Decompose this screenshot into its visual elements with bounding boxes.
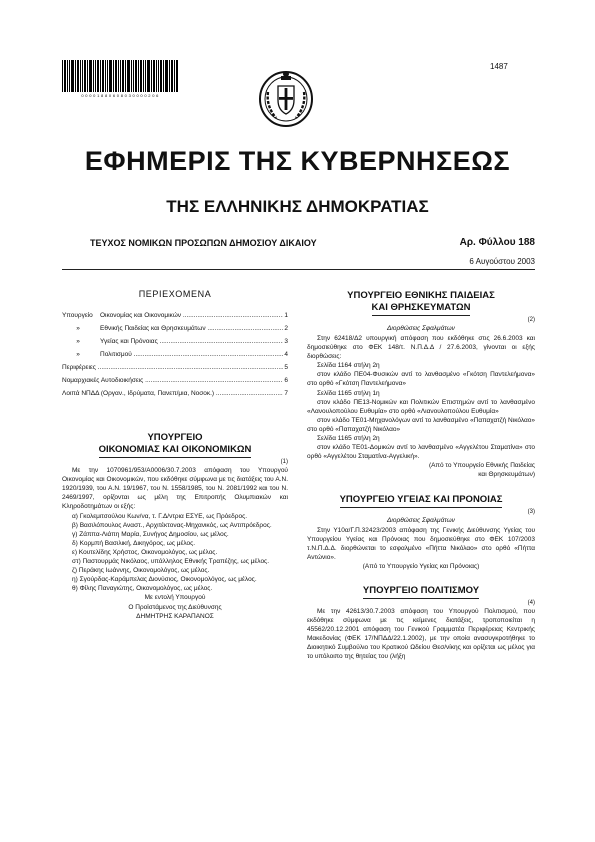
correction-line: Σελίδα 1164 στήλη 2η — [317, 362, 380, 370]
gazette-subtitle: ΤΗΣ ΕΛΛΗΝΙΚΗΣ ΔΗΜΟΚΡΑΤΙΑΣ — [166, 197, 429, 216]
source-note-line2: και Θρησκευμάτων) — [478, 471, 535, 479]
toc-label: Νομαρχιακές Αυτοδιοικήσεις ..... — [62, 376, 283, 385]
correction-line: στον κλάδο ΠΕ13-Νομικών και Πολιτικών Επιστημών αντί το λανθασμένο «Λανουλοπούλου Ευθυμία» στο ορθό «Λιανουλοπούλου Ευθυμία» — [307, 398, 535, 415]
toc-page: 3 — [284, 338, 288, 346]
source-note: (Από το Υπουργείο Υγείας και Πρόνοιας) — [362, 562, 480, 570]
member-item: στ) Παστουρμάς Νικόλαος, υπάλληλος Εθνικής Τραπέζης, ως μέλος. — [72, 558, 269, 566]
issue-date: 6 Αυγούστου 2003 — [469, 257, 535, 266]
section-title: ΥΠΟΥΡΓΕΙΟ ΥΓΕΙΑΣ ΚΑΙ ΠΡΟΝΟΙΑΣ — [307, 494, 535, 508]
correction-line: Σελίδα 1165 στήλη 1η — [317, 389, 380, 397]
header-divider — [62, 269, 535, 270]
section-economy — [62, 432, 288, 621]
toc-label: Λοιπά ΝΠΔΔ (Οργαν., Ιδρύματα, Πανεπ/μια, Νοσοκ.) ..... — [62, 389, 283, 398]
toc-item[interactable] — [62, 337, 288, 350]
source-note: (Από το Υπουργείο Εθνικής Παιδείας — [429, 462, 535, 470]
toc-list — [62, 311, 288, 402]
toc-label: Οικονομίας και Οικονομικών ..... — [100, 311, 283, 320]
toc-label: Πολιτισμού ..... — [100, 350, 283, 359]
left-column — [62, 290, 288, 621]
series-name: ΤΕΥΧΟΣ ΝΟΜΙΚΩΝ ΠΡΟΣΩΠΩΝ ΔΗΜΟΣΙΟΥ ΔΙΚΑΙΟΥ — [90, 238, 317, 248]
member-item: η) Σγούρδας-Καράμπελας Διονύσιος, Οικονομολόγος, ως μέλος. — [72, 576, 257, 584]
correction-line: στον κλάδο ΤΕ01-Μηχανολόγων αντί το λανθασμένο «Παπαχατζή Νικόλαο» στο ορθό «Παπαχατζή Νικόλαο» — [307, 416, 535, 433]
section-culture — [307, 585, 535, 662]
toc-page: 7 — [284, 390, 288, 398]
toc-item[interactable] — [62, 376, 288, 389]
barcode-number: 0 0 0 0 1 8 8 0 6 0 8 0 3 0 0 0 0 2 0 6 — [81, 93, 159, 98]
toc-item[interactable] — [62, 311, 288, 324]
corrections-subhead: Διορθώσεις Σφαλμάτων — [387, 325, 455, 332]
member-item: ζ) Περάκης Ιωάννης, Οικονομολόγος, ως μέλος. — [72, 567, 210, 575]
toc-label: Υγείας και Πρόνοιας ..... — [100, 337, 283, 346]
toc-page: 1 — [284, 312, 288, 320]
section-health — [307, 494, 535, 571]
toc-prefix: Υπουργείο — [62, 312, 93, 320]
signature-line: Με εντολή Υπουργού — [144, 594, 206, 602]
member-item: α) Γκολεμιτσούλου Κων/να, τ. Γ.Δ/ντρια ΕΣΥΕ, ως Πρόεδρος. — [72, 512, 248, 520]
section-title-line2: ΚΑΙ ΘΡΗΣΚΕΥΜΑΤΩΝ — [307, 302, 535, 316]
sheet-number: Αρ. Φύλλου 188 — [459, 237, 535, 248]
decision-text: Στην Υ10α/Γ.Π.32423/2003 απόφαση της Γενικής Διεύθυνσης Υγείας του Υπουργείου Υγείας και Πρόνοιας που δημοσιεύθηκε στο ΦΕΚ 107/2003 τ.Ν.Π.Δ.Δ. διορθώνεται το εσφαλμένο «Πήττα Νικόλαο» στο ορθό «Πήττα Αντώνιο». — [307, 526, 535, 561]
member-item: θ) Φίλης Παναγιώτης, Οικονομολόγος, ως μέλος. — [72, 585, 213, 593]
toc-page: 5 — [284, 364, 288, 372]
decision-text: Με την 42613/30.7.2003 απόφαση του Υπουργού Πολιτισμού, που εκδόθηκε σύμφωνα με τις κείμενες διατάξεις, τροποποιείται η 45562/20.12.2001 απόφαση του Γενικού Γραμματέα Περιφέρειας Κεντρικής Μακεδονίας (ΦΕΚ 17/ΝΠΔΔ/22.1.2002), με την οποία ανασυγκροτήθηκε το Διοικητικό Συμβούλιο του Κρατικού Ωδείου Θεσ/νίκης και ορίζεται ως μέλος για το υπόλοιπο της θητείας του (λήξη — [307, 607, 535, 661]
toc-page: 6 — [284, 377, 288, 385]
toc-label: Περιφέρειες ..... — [62, 363, 283, 372]
page-number: 1487 — [490, 62, 508, 71]
toc-page: 2 — [284, 325, 288, 333]
signature-name: ΔΗΜΗΤΡΗΣ ΚΑΡΑΠΑΝΟΣ — [136, 612, 214, 620]
member-item: δ) Κορμπή Βασιλική, Δικηγόρος, ως μέλος. — [72, 539, 196, 547]
decision-number: (3) — [527, 508, 535, 515]
decision-text: Στην 62418/Δ2 υπουργική απόφαση που εκδόθηκε στις 26.6.2003 και δημοσιεύθηκε στο ΦΕΚ 148/τ. Ν.Π.Δ.Δ / 27.6.2003, γίνονται οι εξής διορθώσεις: — [307, 335, 535, 361]
toc-label: Εθνικής Παιδείας και Θρησκευμάτων ..... — [100, 324, 283, 333]
corrections-subhead: Διορθώσεις Σφαλμάτων — [387, 516, 455, 524]
issue-line — [90, 238, 535, 251]
member-item: ε) Κουτελίδης Χρήστος, Οικονομολόγος, ως μέλος. — [72, 548, 218, 556]
toc-prefix: » — [76, 325, 80, 333]
gazette-title: ΕΦΗΜΕΡΙΣ ΤΗΣ ΚΥΒΕΡΝΗΣΕΩΣ — [84, 146, 511, 176]
signature-role: Ο Προϊστάμενος της Διεύθυνσης — [128, 603, 222, 611]
toc-prefix: » — [76, 351, 80, 359]
toc-item[interactable] — [62, 350, 288, 363]
decision-number: (2) — [527, 317, 535, 323]
section-title: ΥΠΟΥΡΓΕΙΟ ΕΘΝΙΚΗΣ ΠΑΙΔΕΙΑΣ — [347, 290, 495, 301]
correction-line: Σελίδα 1165 στήλη 2η — [317, 435, 380, 443]
member-item: β) Βασιλόπουλος Αναστ., Αρχιτέκτονας-Μηχανικός, ως Αντιπρόεδρος. — [72, 521, 272, 529]
coat-of-arms-seal — [258, 66, 314, 128]
section-education — [307, 290, 535, 480]
toc-item[interactable] — [62, 324, 288, 337]
member-item: γ) Ζάππα-Λιάπη Μαρία, Συνήγος Δημοσίου, ως μέλος. — [72, 530, 229, 538]
section-title-line2: ΟΙΚΟΝΟΜΙΑΣ ΚΑΙ ΟΙΚΟΝΟΜΙΚΩΝ — [62, 444, 288, 458]
correction-line: στον κλάδο ΠΕ04-Φυσικών αντί το λανθασμένο «Γκότση Παντελεήμονα» στο ορθό «Γκότση Παντελεήμονα» — [307, 371, 535, 388]
toc-heading: ΠΕΡΙΕΧΟΜΕΝΑ — [138, 289, 212, 299]
barcode — [62, 60, 178, 92]
decision-number: (4) — [527, 599, 535, 606]
correction-line: στον κλάδο ΤΕ01-Δομικών αντί το λανθασμένο «Αγγελέτου Σταματίνα» στο ορθό «Αγγελέτου Σταματίνα-Αγγελική». — [307, 444, 535, 461]
right-column — [307, 290, 535, 662]
toc-prefix: » — [76, 338, 80, 346]
toc-item[interactable] — [62, 363, 288, 376]
section-title: ΥΠΟΥΡΓΕΙΟ — [147, 432, 203, 444]
decision-text: Με την 1070961/953/Α0006/30.7.2003 απόφαση του Υπουργού Οικονομίας και Οικονομικών, που εκδόθηκε σύμφωνα με τις διατάξεις του Α.Ν. 1920/1939, του Α.Ν. 19/1967, του Ν. 1558/1985, του Ν. 2081/1992 και του Ν. 2469/1997, ορίζονται ως μέλη της Επιτροπής Ολυμπιακών και Κληροδοτημάτων οι εξής: — [62, 467, 288, 511]
barcode-bars — [62, 60, 178, 92]
toc-item[interactable] — [62, 389, 288, 402]
toc-page: 4 — [284, 351, 288, 359]
decision-number: (1) — [280, 459, 288, 466]
section-title: ΥΠΟΥΡΓΕΙΟ ΠΟΛΙΤΙΣΜΟΥ — [307, 585, 535, 599]
